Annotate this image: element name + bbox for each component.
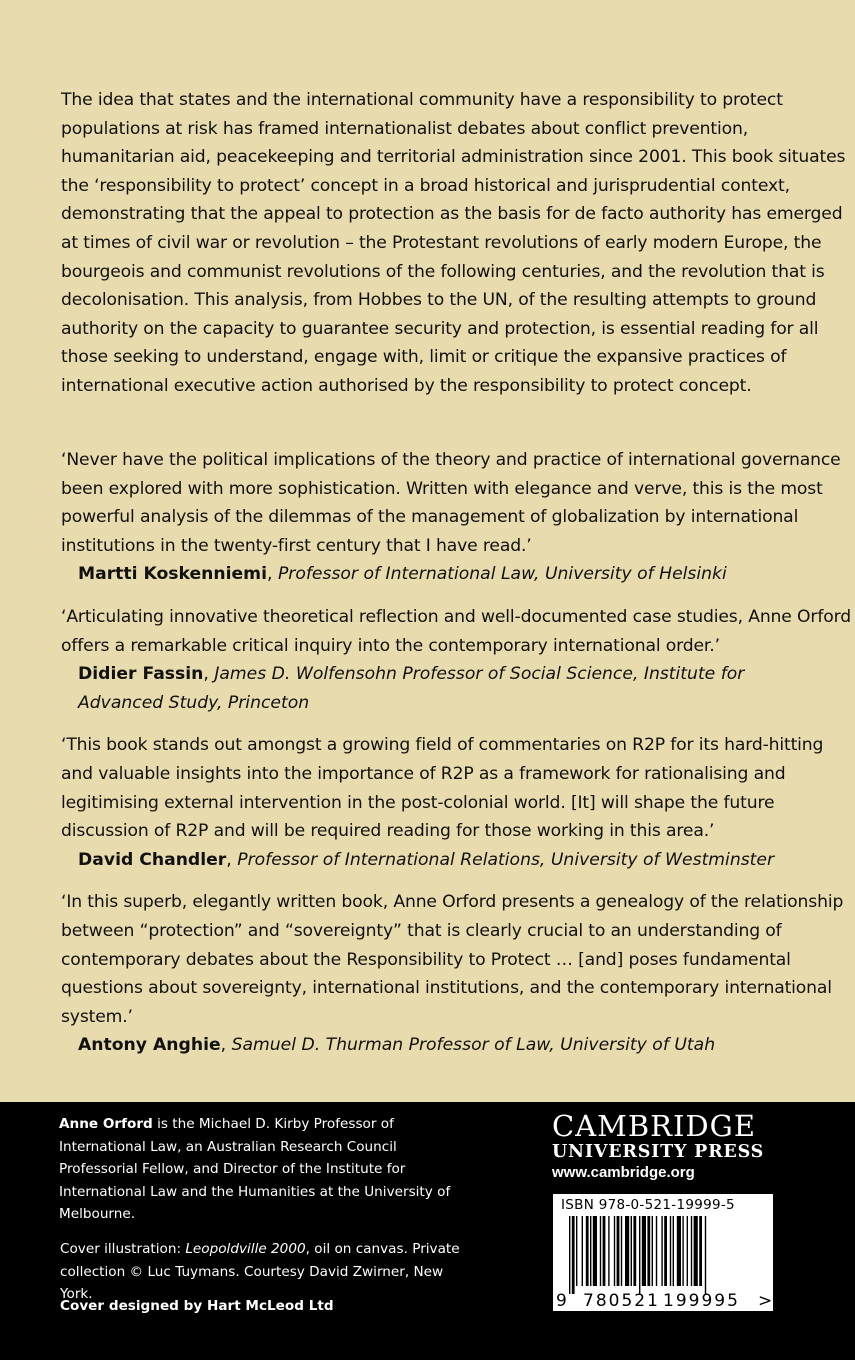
isbn-barcode-box [553,1194,773,1311]
review-attribution: David Chandler, Professor of International Relations, University of Westminster [78,849,775,870]
barcode-bar [691,1216,692,1286]
barcode-bar [705,1216,706,1294]
reviewer-title: Professor of International Relations, University of Westminster [237,849,775,870]
barcode-bar [608,1216,609,1286]
barcode-bar [582,1216,583,1286]
barcode-digits-left: 780521 [583,1291,660,1311]
reviewer-title: Professor of International Law, University of Helsinki [277,564,727,585]
cover-illustration-suffix: , oil on canvas. Private collection © Luc Tuymans. Courtesy David Zwirner, New York. [60,1241,460,1303]
barcode-bar [677,1216,681,1286]
review-3 [61,731,851,874]
review-1 [61,446,851,589]
author-bio-text: is the Michael D. Kirby Professor of International Law, an Australian Research Council Professorial Fellow, and Director of the Institute for International Law and the Humanities at the University of Melbourne. [59,1116,451,1223]
barcode-bar [639,1216,640,1294]
barcode-bar [576,1216,577,1286]
barcode-bar [625,1216,629,1286]
reviewer-name: Antony Anghie [78,1035,221,1056]
barcode-bar [673,1216,674,1286]
barcode-bar [699,1216,702,1286]
barcode-digit-lead: 9 [556,1291,567,1311]
author-name: Anne Orford [59,1116,153,1132]
barcode-bar [617,1216,620,1286]
barcode-bar [647,1216,650,1286]
review-4 [61,888,851,1060]
book-description: The idea that states and the international community have a responsibility to protect populations at risk has framed internationalist debates about conflict prevention, humanitarian aid, peacekeeping and territorial administration since 2001. This book situates the ‘responsibility to protect’ concept in a broad historical and jurisprudential context, demonstrating that the appeal to protection as the basis for de facto authority has emerged at times of civil war or revolution – the Protestant revolutions of early modern Europe, the bourgeois and communist revolutions of the following centuries, and the revolution that is decolonisation. This analysis, from Hobbes to the UN, of the resulting attempts to ground authority on the capacity to guarantee security and protection, is essential reading for all those seeking to understand, engage with, limit or critique the expansive practices of international executive action authorised by the responsibility to protect concept. [61,90,846,396]
publisher-url: www.cambridge.org [552,1164,695,1181]
reviews-section [61,446,851,1074]
review-quote: ‘Never have the political implications of the theory and practice of international governance been explored with more sophistication. Written with elegance and verve, this is the most powerful analysis of the dilemmas of the management of globalization by international institutions in the twenty-first century that I have read.’ [61,450,841,556]
reviewer-name: Martti Koskenniemi [78,564,267,585]
review-quote: ‘Articulating innovative theoretical reflection and well-documented case studies, Anne Orford offers a remarkable critical inquiry into the contemporary international order.’ [61,606,851,656]
barcode-bar [633,1216,636,1286]
review-quote: ‘In this superb, elegantly written book, Anne Orford presents a genealogy of the relationship between “protection” and “sovereignty” that is clearly crucial to an understanding of contemporary debates about the Responsibility to Protect … [and] poses fundamental questions about sovereignty, international institutions, and the contemporary international system.’ [61,892,844,1027]
barcode-bar [586,1216,589,1286]
barcode-bar [664,1216,667,1286]
barcode-bar [687,1216,688,1286]
author-bio [59,1113,479,1226]
review-attribution: Didier Fassin, James D. Wolfensohn Professor of Social Science, Institute for Advanced Study, Princeton [78,664,745,713]
barcode-bar [631,1216,632,1286]
barcode-bar [694,1216,698,1286]
cover-design-credit: Cover designed by Hart McLeod Ltd [60,1298,334,1314]
barcode-bar [590,1216,591,1286]
barcode-bar [652,1216,653,1286]
publisher-subtitle: UNIVERSITY PRESS [552,1142,765,1162]
barcode-bar [614,1216,615,1286]
publisher-name: CAMBRIDGE [552,1109,757,1143]
barcode-quiet-zone-mark: > [758,1291,773,1311]
barcode-bar [682,1216,683,1286]
barcode-bar [569,1216,570,1294]
barcode [553,1194,773,1311]
publisher-logo [552,1110,792,1184]
barcode-bar [621,1216,622,1286]
barcode-bar [656,1216,657,1286]
isbn-label: ISBN 978-0-521-19999-5 [561,1197,735,1213]
barcode-bar [593,1216,597,1286]
barcode-bar [600,1216,601,1286]
cover-illustration-prefix: Cover illustration: [60,1241,186,1257]
cover-illustration-work: Leopoldville 2000 [185,1241,306,1257]
review-2 [61,603,851,717]
barcode-bar [572,1216,575,1294]
reviewer-title: Samuel D. Thurman Professor of Law, University of Utah [231,1035,716,1056]
barcode-bar [603,1216,606,1286]
barcode-bar [642,1216,646,1286]
reviewer-name: David Chandler [78,849,227,870]
barcode-bar [670,1216,671,1286]
barcode-bars [569,1216,706,1294]
reviewer-name: Didier Fassin [78,664,204,685]
barcode-digits-right: 199995 [663,1291,740,1311]
barcode-bar [661,1216,662,1286]
review-attribution: Antony Anghie, Samuel D. Thurman Professor of Law, University of Utah [78,1035,716,1056]
review-quote: ‘This book stands out amongst a growing field of commentaries on R2P for its hard-hitting and valuable insights into the importance of R2P as a framework for rationalising and legitimising external intervention in the post-colonial world. [It] will shape the future discussion of R2P and will be required reading for those working in this area.’ [61,735,824,842]
back-cover-panel [0,1102,855,1360]
review-attribution: Martti Koskenniemi, Professor of International Law, University of Helsinki [78,564,727,585]
reviewer-title: James D. Wolfensohn Professor of Social Science, Institute for Advanced Study, Princeton [78,664,745,713]
